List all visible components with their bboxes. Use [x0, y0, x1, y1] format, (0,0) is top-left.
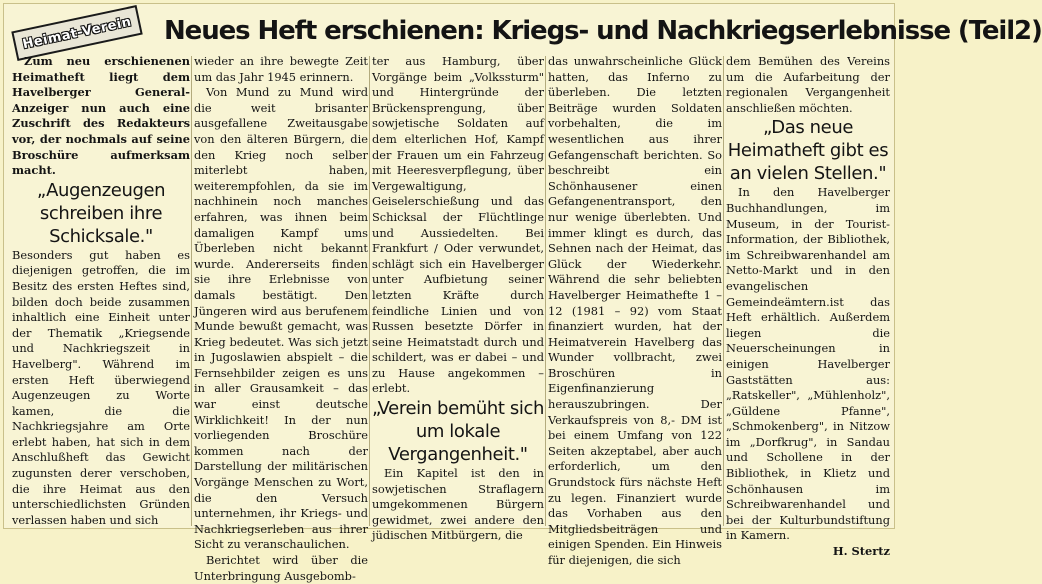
column-divider	[369, 56, 370, 526]
column-2	[194, 54, 368, 583]
lead-paragraph: Zum neu erschienenen Heimatheft liegt dem Havelberger General-Anzeiger nun auch eine Zuschrift des Redakteurs vor, der nochmals auf seine Broschüre aufmerksam macht.	[12, 54, 190, 178]
pull-quote-2: „Verein bemüht sich um lokale Vergangenheit."	[372, 398, 544, 466]
body-paragraph: wieder an ihre bewegte Zeit um das Jahr 1945 erinnern.	[194, 54, 368, 84]
body-paragraph: ter aus Hamburg, über Vorgänge beim „Volkssturm" und Hintergründe der Brückensprengung, über sowjetische Soldaten auf dem elterlichen Hof, Kampf der Frauen um ein Fahrzeug mit Heeresverpflegung, über Vergewaltigung, Geiselerschießung und das Schicksal der Flüchtlinge und Aussiedelten. Bei Frankfurt / Oder verwundet, schlägt sich ein Havelberger unter Aufbietung seiner letzten Kräfte durch feindliche Linien und von Russen besetzte Dörfer in seine Heimatstadt durch und schildert, was er dabei – und zu Hause angekommen – erlebt.	[372, 54, 544, 396]
section-badge: Heimat-Verein	[11, 5, 142, 61]
body-paragraph: das unwahrscheinliche Glück hatten, das Inferno zu überleben. Die letzten Beiträge wurden Soldaten vorbehalten, die im wesentlichen aus ihrer Gefangenschaft berichten. So beschreibt ein Schönhausener einen Gefangenentransport, den nur wenige überlebten. Und immer klingt es durch, das Sehnen nach der Heimat, das Glück der Wiederkehr. Während die sehr beliebten Havelberger Heimathefte 1 – 12 (1981 – 92) vom Staat finanziert wurden, hat der Heimatverein Havelberg das Wunder vollbracht, zwei Broschüren in Eigenfinanzierung herauszubringen. Der Verkaufspreis von 8,- DM ist bei einem Umfang von 122 Seiten akzeptabel, aber auch erforderlich, um den Grundstock fürs nächste Heft zu legen. Finanziert wurde das Vorhaben aus den Mitgliedsbeiträgen und einigen Spenden. Ein Hinweis für diejenigen, die sich	[548, 54, 722, 567]
column-divider	[545, 56, 546, 526]
body-paragraph: Ein Kapitel ist den in sowjetischen Straflagern umgekommenen Bürgern gewidmet, zwei andere den jüdischen Mitbürgern, die	[372, 466, 544, 543]
author-signature: H. Stertz	[832, 544, 890, 559]
column-3	[372, 54, 544, 543]
body-paragraph: Von Mund zu Mund wird die weit brisanter ausgefallene Zweitausgabe von den älteren Bürgern, die den Krieg noch selber miterlebt haben, weiterempfohlen, da sie im nachhinein noch manches erfahren, was ihnen beim damaligen Kampf ums Überleben nicht bekannt wurde. Andererseits finden sie ihre Erlebnisse von damals bestätigt. Den Jüngeren wird aus berufenem Munde bewußt gemacht, was Krieg bedeutet. Was sich jetzt in Jugoslawien abspielt – die Fernsehbilder zeigen es uns in aller Grausamkeit – das war einst deutsche Wirklichkeit! In der nun vorliegenden Broschüre kommen nach der Darstellung der militärischen Vorgänge Menschen zu Wort, die den Versuch unternehmen, ihr Kriegs- und Nachkriegserleben aus ihrer Sicht zu veranschaulichen.	[194, 85, 368, 552]
column-1	[12, 54, 190, 528]
headline: Neues Heft erschienen: Kriegs- und Nachkriegserlebnisse (Teil2)	[164, 16, 1042, 46]
body-paragraph: Besonders gut haben es diejenigen getroffen, die im Besitz des ersten Heftes sind, bilden doch beide zusammen inhaltlich eine Einheit unter der Thematik „Kriegsende und Nachkriegszeit in Havelberg". Während im ersten Heft überwiegend Augenzeugen zu Worte kamen, die die Nachkriegsjahre am Orte erlebt haben, hat sich in dem Anschlußheft das Gewicht zugunsten derer verschoben, die ihre Heimat aus den unterschiedlichsten Gründen verlassen haben und sich	[12, 247, 190, 527]
column-5	[726, 54, 890, 559]
body-paragraph: Berichtet wird über die Unterbringung Ausgebomb-	[194, 553, 368, 583]
pull-quote-1: „Augenzeugen schreiben ihre Schicksale."	[36, 179, 166, 247]
column-divider	[191, 56, 192, 526]
pull-quote-3: „Das neue Heimatheft gibt es an vielen Stellen."	[727, 117, 889, 185]
column-4	[548, 54, 722, 567]
body-paragraph: In den Havelberger Buchhandlungen, im Museum, in der Tourist-Information, der Bibliothek, im Schreibwarenhandel am Netto-Markt und in den evangelischen Gemeindeämtern.ist das Heft erhältlich. Außerdem liegen die Neuerscheinungen in einigen Havelberger Gaststätten aus: „Ratskeller", „Mühlenholz", „Güldene Pfanne", „Schmokenberg", in Nitzow im „Dorfkrug", in Sandau und Schollene in der Bibliothek, in Klietz und Schönhausen im Schreibwarenhandel und bei der Kulturbundstiftung in Kamern.	[726, 185, 890, 543]
body-paragraph: dem Bemühen des Vereins um die Aufarbeitung der regionalen Vergangenheit anschließen möchten.	[726, 54, 890, 115]
newspaper-clipping	[3, 3, 1042, 583]
column-divider	[723, 56, 724, 526]
